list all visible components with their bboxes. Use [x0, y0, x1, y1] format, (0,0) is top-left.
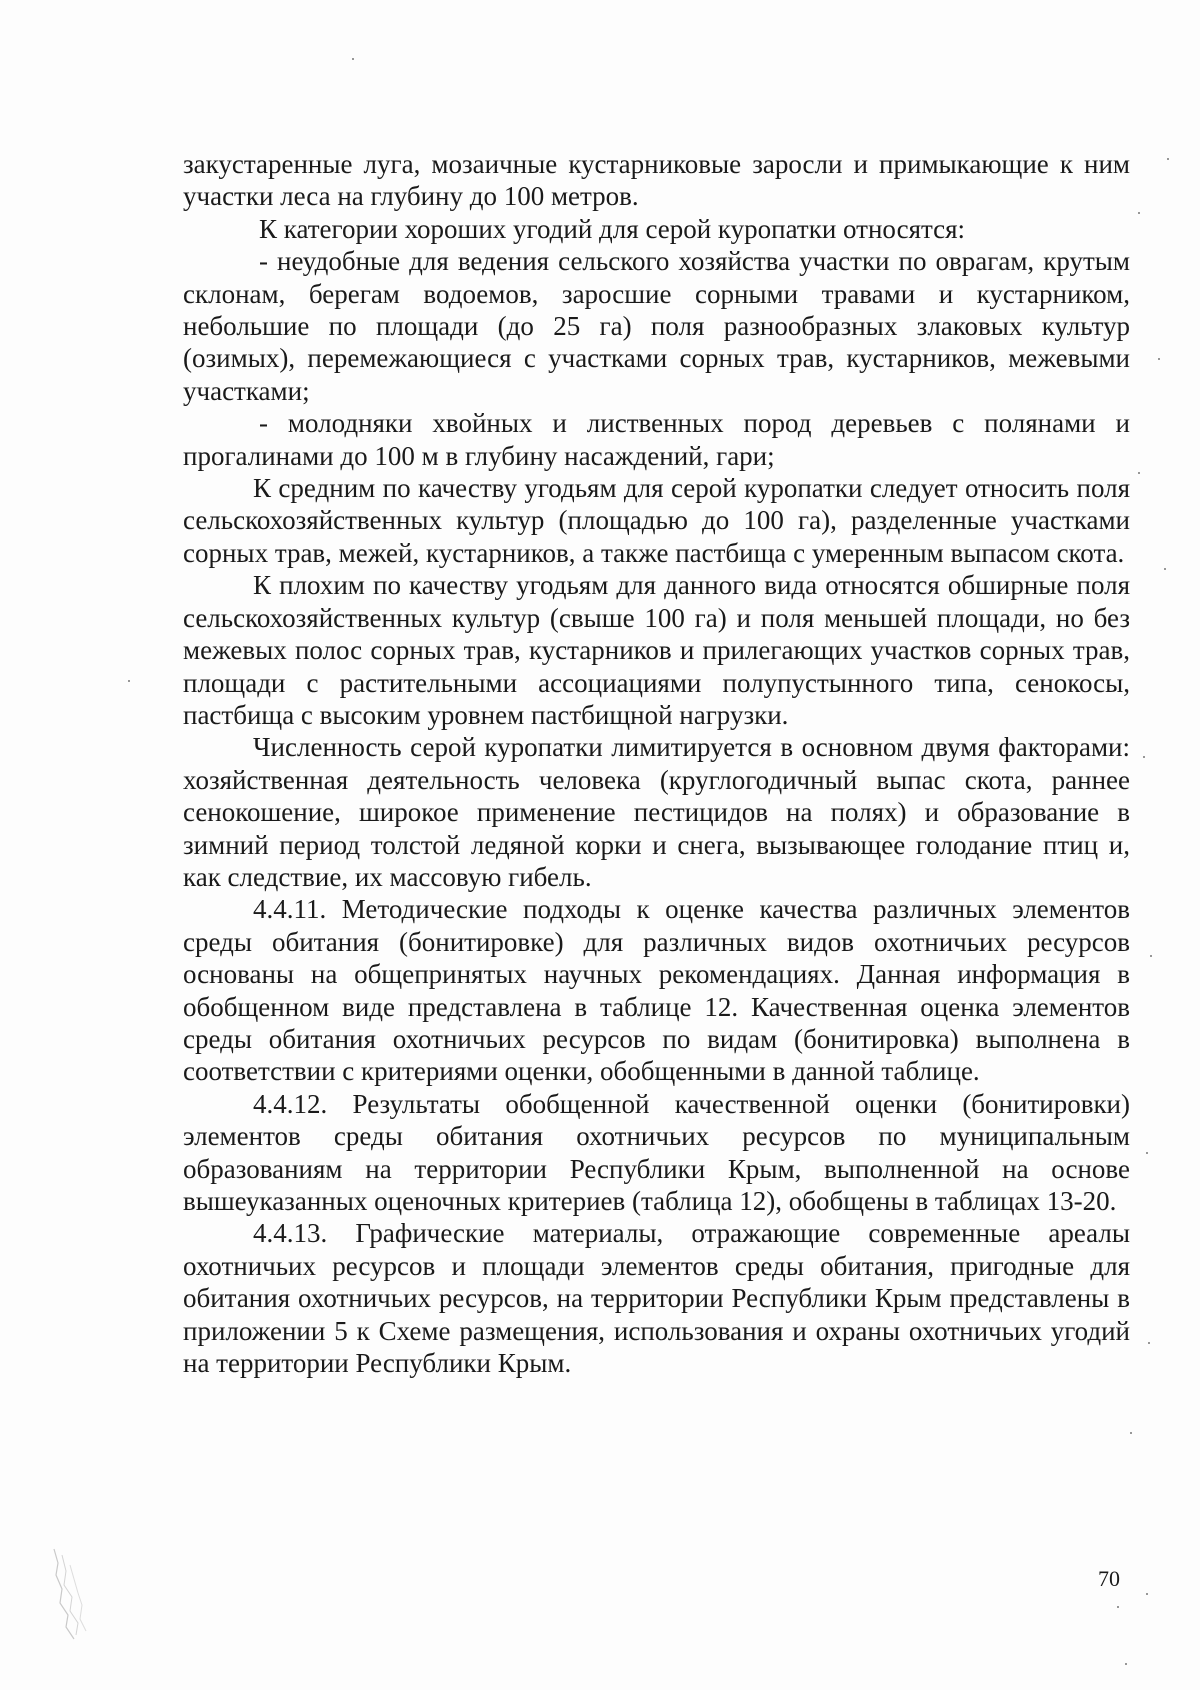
- paragraph-section-4-4-12: 4.4.12. Результаты обобщенной качественной оценки (бонитировки) элементов среды обитания охотничьих ресурсов по муниципальным образованиям на территории Республики Крым, выполненной на основе вышеуказанных оценочных критериев (таблица 12), обобщены в таблицах 13-20.: [183, 1088, 1130, 1216]
- scan-speck: [1164, 568, 1166, 570]
- paragraph-good-habitats-intro: К категории хороших угодий для серой куропатки относятся:: [259, 213, 966, 244]
- paragraph-good-habitats-item-1: - неудобные для ведения сельского хозяйства участки по оврагам, крутым склонам, берегам водоемов, заросшие сорными травами и кустарником, небольшие по площади (до 25 га) поля разнообразных злаковых культур (озимых), перемежающиеся с участками сорных трав, кустарников, межевыми участками;: [183, 246, 1130, 406]
- paragraph-section-4-4-11: 4.4.11. Методические подходы к оценке качества различных элементов среды обитания (бонитировке) для различных видов охотничьих ресурсов основаны на общепринятых научных рекомендациях. Данная информация в обобщенном виде представлена в таблице 12. Качественная оценка элементов среды обитания охотничьих ресурсов по видам (бонитировка) выполнена в соответствии с критериями оценки, обобщенными в данной таблице.: [183, 894, 1130, 1087]
- paragraph-population-limits: Численность серой куропатки лимитируется в основном двумя факторами: хозяйственная деятельность человека (круглогодичный выпас скота, раннее сенокошение, широкое применение пестицидов на полях) и образование в зимний период толстой ледяной корки и снега, вызывающее голодание птиц и, как следствие, их массовую гибель.: [183, 732, 1130, 892]
- scan-speck: [1148, 1342, 1150, 1344]
- scan-speck: [1117, 1606, 1119, 1608]
- paragraph-poor-habitats: К плохим по качеству угодьям для данного вида относятся обширные поля сельскохозяйственных культур (свыше 100 га) и поля меньшей площади, но без межевых полос сорных трав, кустарников и прилегающих участков сорных трав, площади с растительными ассоциациями полупустынного типа, сенокосы, пастбища с высоким уровнем пастбищной нагрузки.: [183, 570, 1130, 730]
- paragraph-good-habitats-item-2: - молодняки хвойных и лиственных пород деревьев с полянами и прогалинами до 100 м в глубину насаждений, гари;: [183, 408, 1130, 471]
- scan-speck: [1167, 158, 1169, 160]
- scan-speck: [1130, 1432, 1132, 1434]
- scan-speck: [1146, 1593, 1148, 1595]
- page-number: 70: [1098, 1566, 1120, 1591]
- document-body: [183, 148, 1130, 1379]
- scan-speck: [1146, 1152, 1148, 1154]
- scan-speck: [1138, 472, 1140, 474]
- scan-speck: [1143, 756, 1145, 758]
- scan-speck: [1125, 1663, 1127, 1665]
- scan-speck: [1138, 212, 1140, 214]
- paragraph-continuation: закустаренные луга, мозаичные кустарниковые заросли и примыкающие к ним участки леса на глубину до 100 метров.: [183, 149, 1130, 212]
- paragraph-section-4-4-13: 4.4.13. Графические материалы, отражающие современные ареалы охотничьих ресурсов и площади элементов среды обитания, пригодные для обитания охотничьих ресурсов, на территории Республики Крым представлены в приложении 5 к Схеме размещения, использования и охраны охотничьих угодий на территории Республики Крым.: [183, 1218, 1130, 1379]
- scan-speck: [1158, 358, 1160, 360]
- scan-speck: [1150, 955, 1152, 957]
- scan-speck: [352, 58, 354, 60]
- paragraph-average-habitats: К средним по качеству угодьям для серой куропатки следует относить поля сельскохозяйственных культур (площадью до 100 га), разделенные участками сорных трав, межей, кустарников, а также пастбища с умеренным выпасом скота.: [183, 473, 1130, 568]
- scan-smudge: [48, 1545, 96, 1645]
- scan-speck: [128, 680, 130, 682]
